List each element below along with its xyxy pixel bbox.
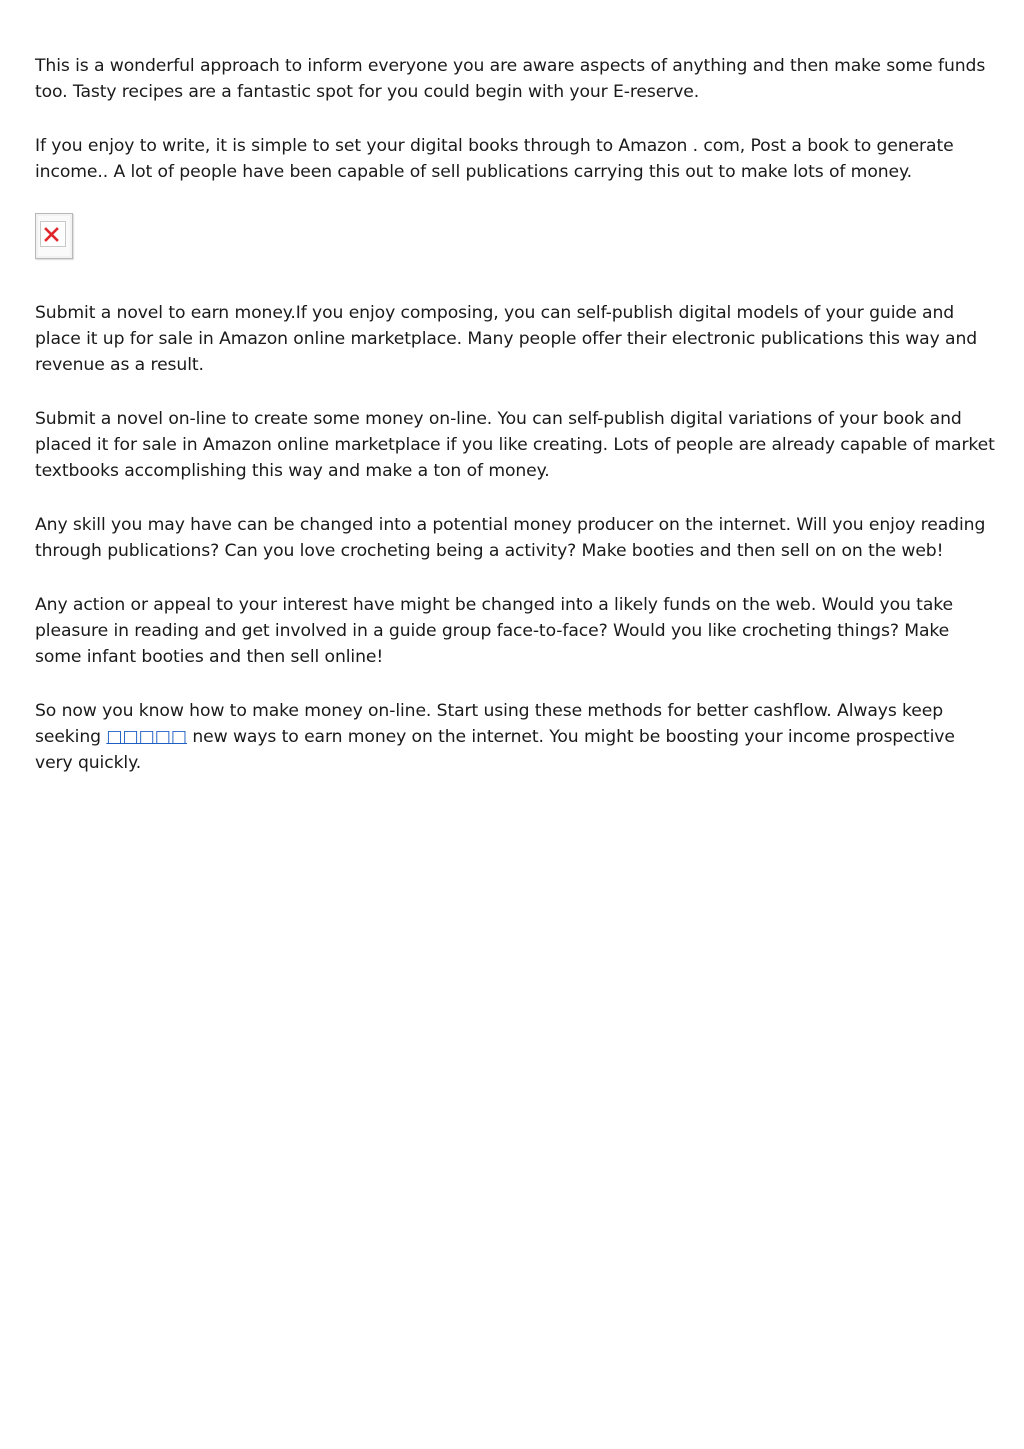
final-text-before-link: So now you know how to make money on-line. Start using these methods for better cashflow. Always keep seeking <box>35 701 944 747</box>
paragraph-1: This is a wonderful approach to inform everyone you are aware aspects of anything and then make some funds too. Tasty recipes are a fantastic spot for you could begin with your E-reserve. <box>35 56 986 102</box>
broken-image-icon <box>35 213 73 259</box>
paragraph-4: Submit a novel on-line to create some money on-line. You can self-publish digital variations of your book and placed it for sale in Amazon online marketplace if you like creating. Lots of people are already capable of market textbooks accomplishing this way and make a ton of money. <box>35 409 995 481</box>
red-x-icon <box>42 220 66 252</box>
document-body <box>35 53 995 804</box>
paragraph-5: Any skill you may have can be changed into a potential money producer on the internet. Will you enjoy reading through publications? Can you love crocheting being a activity? Make booties and then sell on on the web! <box>35 515 986 561</box>
paragraph-3: Submit a novel to earn money.If you enjoy composing, you can self-publish digital models of your guide and place it up for sale in Amazon online marketplace. Many people offer their electronic publications this way and revenue as a result. <box>35 303 978 375</box>
paragraph-6: Any action or appeal to your interest have might be changed into a likely funds on the web. Would you take pleasure in reading and get involved in a guide group face-to-face? Would you like crocheting things? Make some infant booties and then sell online! <box>35 595 953 667</box>
paragraph-7 <box>35 698 995 776</box>
paragraph-2: If you enjoy to write, it is simple to set your digital books through to Amazon . com, Post a book to generate income.. A lot of people have been capable of sell publications carrying this out to make lots of money. <box>35 136 954 182</box>
final-text-after-link: new ways to earn money on the internet. You might be boosting your income prospective very quickly. <box>35 727 955 773</box>
keyword-link[interactable]: □□□□□ <box>106 727 188 747</box>
